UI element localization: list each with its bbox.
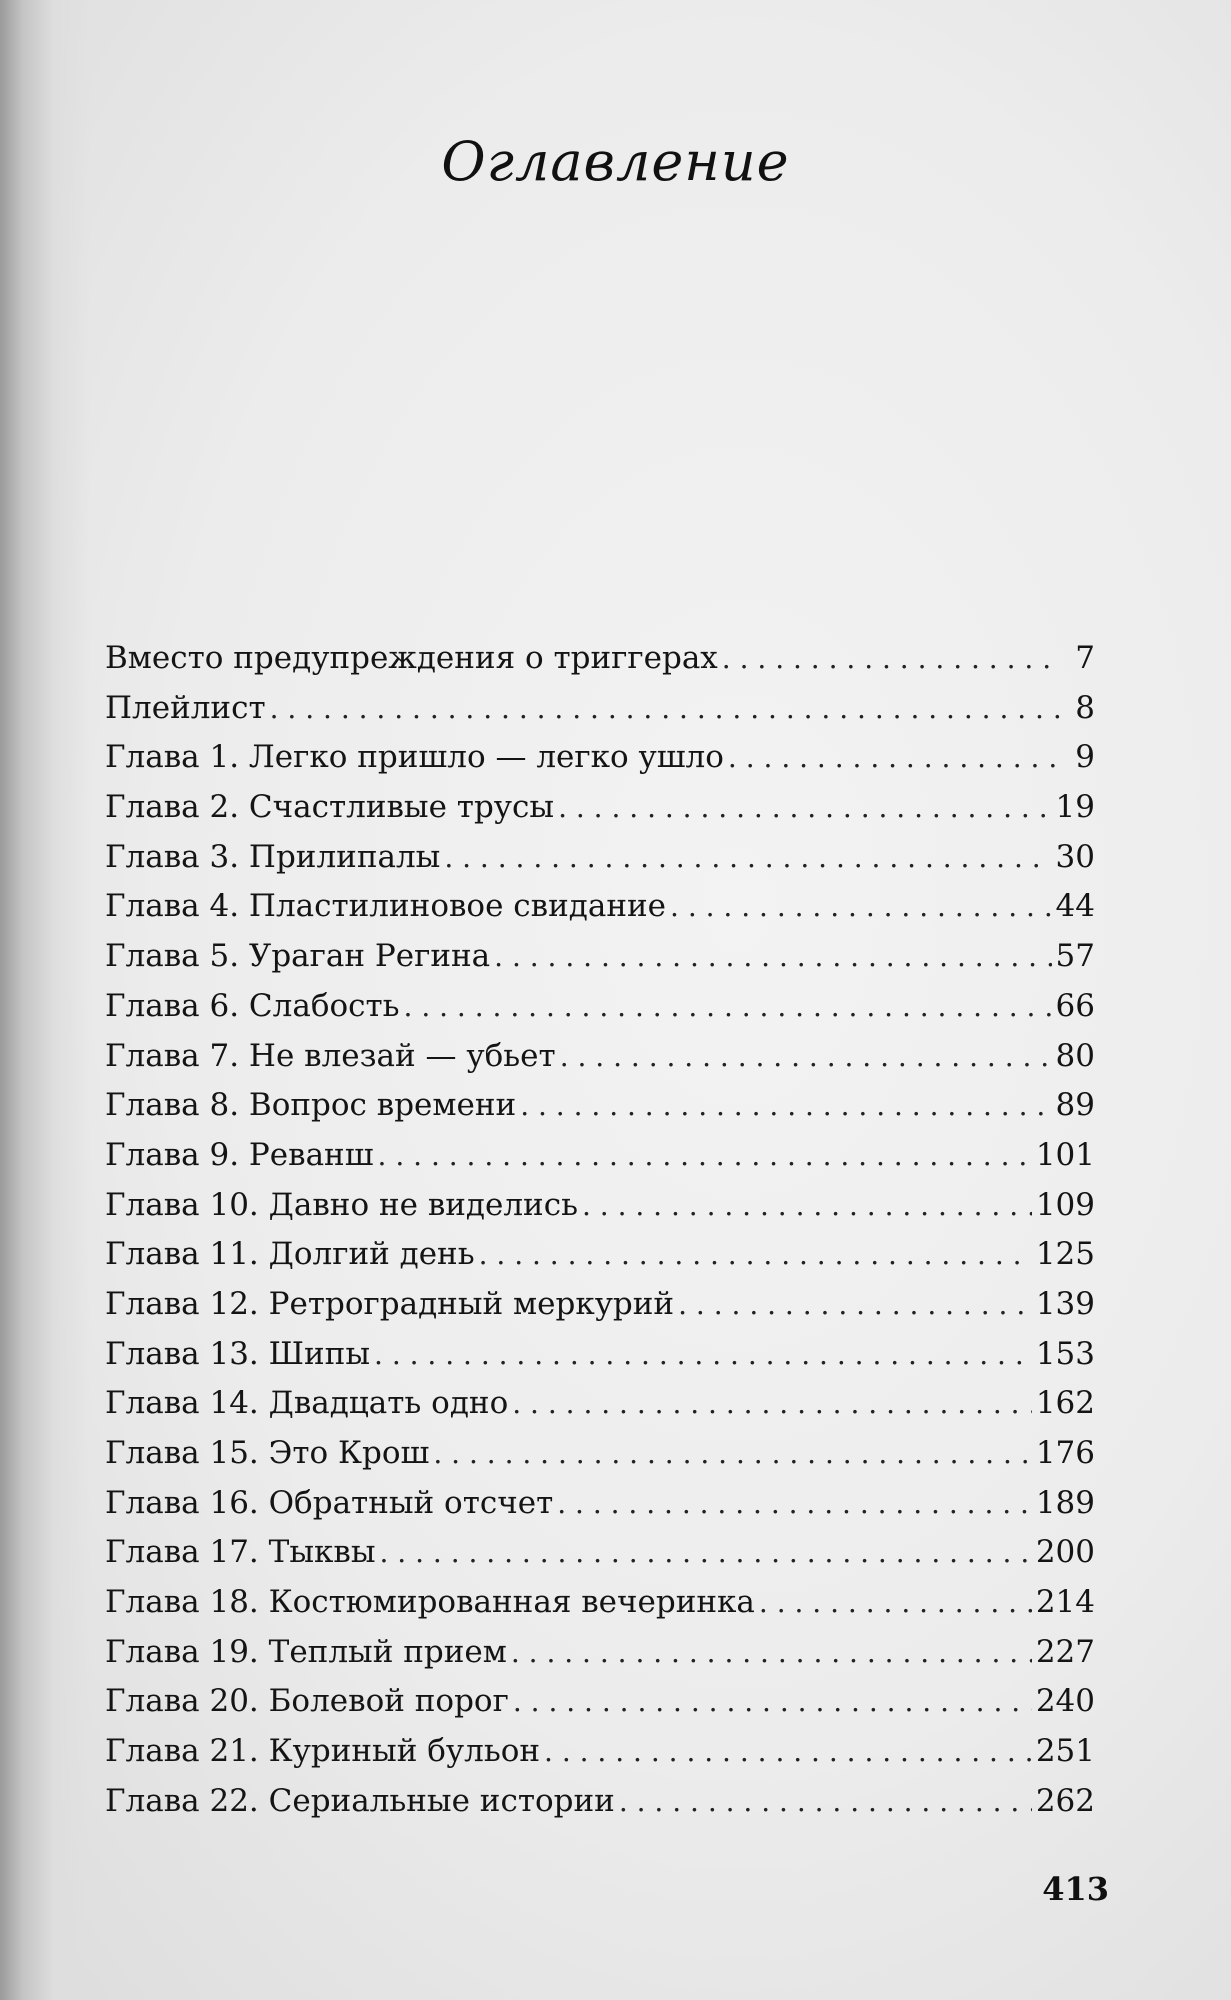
toc-entry-page: 153 <box>1035 1335 1095 1372</box>
page-number: 413 <box>1042 1870 1109 1908</box>
toc-entry[interactable] <box>105 1385 1095 1435</box>
dot-leader <box>678 1288 1032 1321</box>
toc-entry-page: 9 <box>1075 739 1095 776</box>
toc-entry[interactable] <box>105 888 1095 938</box>
toc-entry[interactable] <box>105 1286 1095 1336</box>
toc-entry-label: Глава 18. Костюмированная вечеринка <box>105 1584 755 1621</box>
toc-entry-label: Глава 9. Реванш <box>105 1136 374 1173</box>
toc-entry-page: 139 <box>1035 1285 1095 1322</box>
toc-entry[interactable] <box>105 1137 1095 1187</box>
toc-entry-page: 8 <box>1075 689 1095 726</box>
toc-entry-label: Глава 16. Обратный отсчет <box>105 1484 554 1521</box>
toc-entry-page: 7 <box>1075 640 1095 676</box>
toc-entry-page: 240 <box>1035 1683 1095 1720</box>
toc-entry-label: Плейлист <box>105 689 266 726</box>
toc-entry-label: Глава 17. Тыквы <box>105 1534 376 1571</box>
toc-entry[interactable] <box>105 1435 1095 1485</box>
toc-entry[interactable] <box>105 1038 1095 1088</box>
toc-entry-page: 89 <box>1055 1087 1095 1124</box>
toc-entry-label: Глава 13. Шипы <box>105 1335 371 1372</box>
toc-entry[interactable] <box>105 1485 1095 1535</box>
dot-leader <box>560 1040 1052 1073</box>
dot-leader <box>544 1735 1032 1768</box>
dot-leader <box>378 1139 1032 1172</box>
toc-entry-label: Глава 14. Двадцать одно <box>105 1385 509 1422</box>
toc-entry-page: 101 <box>1035 1136 1095 1173</box>
dot-leader <box>557 1487 1032 1520</box>
toc-entry[interactable] <box>105 789 1095 839</box>
dot-leader <box>512 1387 1032 1420</box>
dot-leader <box>722 642 1061 675</box>
toc-entry-label: Глава 20. Болевой порог <box>105 1683 509 1720</box>
toc-entry-page: 251 <box>1035 1733 1095 1770</box>
dot-leader <box>520 1089 1051 1122</box>
dot-leader <box>404 990 1052 1023</box>
toc-entry[interactable] <box>105 1336 1095 1386</box>
toc-entry-page: 57 <box>1055 938 1095 975</box>
toc-entry-page: 162 <box>1035 1385 1095 1422</box>
toc-entry-page: 227 <box>1035 1633 1095 1670</box>
toc-entry[interactable] <box>105 640 1095 690</box>
toc-entry-label: Глава 15. Это Крош <box>105 1435 430 1471</box>
page-title: Оглавление <box>441 130 790 193</box>
toc-entry-page: 44 <box>1055 888 1095 925</box>
dot-leader <box>558 791 1051 824</box>
toc-entry[interactable] <box>105 839 1095 889</box>
toc-entry[interactable] <box>105 1236 1095 1286</box>
toc-entry-page: 109 <box>1035 1186 1095 1223</box>
toc-entry[interactable] <box>105 938 1095 988</box>
toc-entry-label: Глава 11. Долгий день <box>105 1236 475 1273</box>
toc-entry-page: 30 <box>1055 838 1095 875</box>
toc-entry-label: Глава 19. Теплый прием <box>105 1633 507 1670</box>
toc-entry[interactable] <box>105 1733 1095 1783</box>
toc-entry-page: 125 <box>1035 1236 1095 1273</box>
toc-entry-label: Глава 21. Куриный бульон <box>105 1733 541 1770</box>
dot-leader <box>444 841 1051 874</box>
dot-leader <box>374 1338 1032 1371</box>
dot-leader <box>619 1785 1032 1818</box>
spine-shadow <box>0 0 90 2000</box>
dot-leader <box>270 692 1061 725</box>
toc-entry-page: 262 <box>1035 1782 1095 1819</box>
toc-entry[interactable] <box>105 690 1095 740</box>
toc-entry[interactable] <box>105 1187 1095 1237</box>
dot-leader <box>494 940 1051 973</box>
toc-entry-page: 80 <box>1055 1037 1095 1074</box>
dot-leader <box>728 741 1061 774</box>
toc-entry[interactable] <box>105 1534 1095 1584</box>
table-of-contents <box>105 640 1095 1833</box>
toc-entry-label: Глава 6. Слабость <box>105 987 400 1024</box>
toc-entry-label: Глава 4. Пластилиновое свидание <box>105 888 667 925</box>
toc-entry-page: 214 <box>1035 1584 1095 1621</box>
toc-entry[interactable] <box>105 1584 1095 1634</box>
toc-entry-label: Глава 3. Прилипалы <box>105 838 441 875</box>
dot-leader <box>479 1238 1032 1271</box>
toc-entry-label: Глава 5. Ураган Регина <box>105 938 491 975</box>
dot-leader <box>759 1586 1032 1619</box>
toc-entry[interactable] <box>105 988 1095 1038</box>
toc-entry-page: 200 <box>1035 1534 1095 1571</box>
toc-entry[interactable] <box>105 1634 1095 1684</box>
toc-entry[interactable] <box>105 1783 1095 1833</box>
toc-entry-page: 19 <box>1055 789 1095 826</box>
toc-entry-label: Вместо предупреждения о триггерах <box>105 640 718 676</box>
dot-leader <box>582 1189 1032 1222</box>
toc-entry-page: 176 <box>1035 1435 1095 1471</box>
dot-leader <box>511 1636 1032 1669</box>
toc-entry[interactable] <box>105 1087 1095 1137</box>
toc-entry-label: Глава 1. Легко пришло — легко ушло <box>105 739 724 776</box>
toc-entry-label: Глава 8. Вопрос времени <box>105 1087 517 1124</box>
toc-entry-label: Глава 2. Счастливые трусы <box>105 789 555 826</box>
dot-leader <box>513 1685 1032 1718</box>
toc-entry-label: Глава 12. Ретроградный меркурий <box>105 1285 675 1322</box>
dot-leader <box>670 890 1052 923</box>
toc-entry[interactable] <box>105 1683 1095 1733</box>
toc-entry-page: 66 <box>1055 987 1095 1024</box>
dot-leader <box>433 1437 1031 1470</box>
toc-entry[interactable] <box>105 739 1095 789</box>
dot-leader <box>380 1536 1032 1569</box>
toc-entry-label: Глава 7. Не влезай — убьет <box>105 1037 556 1074</box>
toc-entry-label: Глава 10. Давно не виделись <box>105 1186 578 1223</box>
toc-entry-label: Глава 22. Сериальные истории <box>105 1782 615 1819</box>
toc-entry-page: 189 <box>1035 1484 1095 1521</box>
